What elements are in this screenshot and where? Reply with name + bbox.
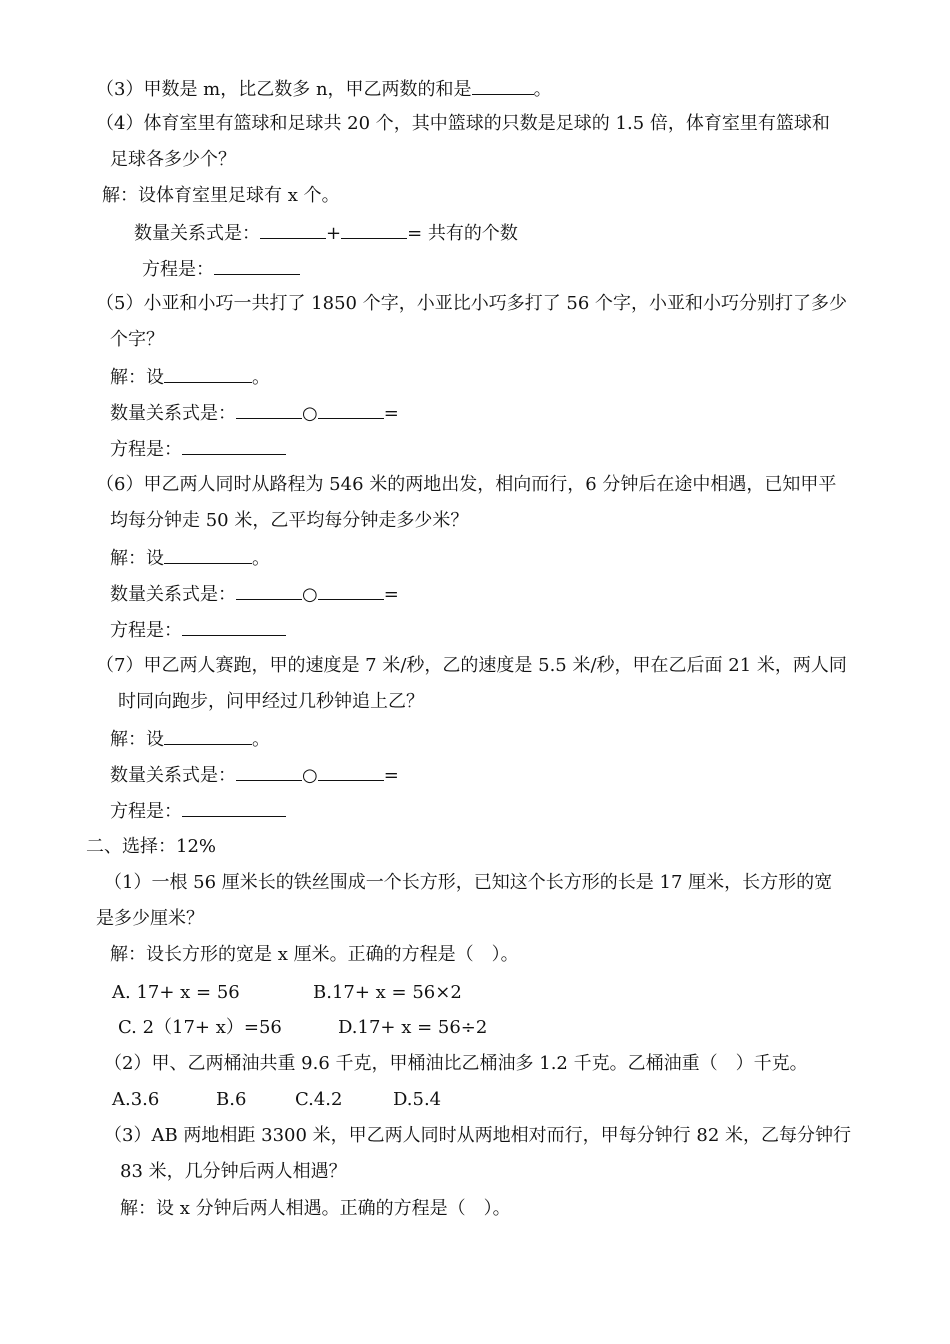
q7-solve-label: 解：设 — [110, 729, 164, 750]
section2-heading: 二、选择：12% — [86, 836, 217, 857]
q6-circle: ○ — [302, 584, 318, 605]
q3-end: 。 — [533, 79, 552, 100]
q6-line-2: 均每分钟走 50 米，乙平均每分钟走多少米？ — [110, 510, 469, 531]
c3-line-2: 83 米，几分钟后两人相遇？ — [120, 1161, 347, 1182]
q5-line-1: （5）小亚和小巧一共打了 1850 个字，小亚比小巧多打了 56 个字，小亚和小巧分别打了多少 — [96, 293, 848, 314]
q7-relation-blank-2[interactable] — [318, 762, 384, 781]
q6-relation — [110, 581, 399, 607]
c2-option-c[interactable]: C.4.2 — [295, 1089, 343, 1110]
c2-option-d[interactable]: D.5.4 — [393, 1089, 442, 1110]
q4-relation — [134, 220, 518, 246]
q4-relation-label: 数量关系式是： — [134, 223, 260, 244]
q4-relation-blank-2[interactable] — [341, 220, 407, 239]
c2-option-a[interactable]: A.3.6 — [112, 1089, 160, 1110]
q7-solve — [110, 726, 270, 752]
c3-line-1: （3）AB 两地相距 3300 米，甲乙两人同时从两地相对而行，甲每分钟行 82 米，乙每分钟行 — [104, 1125, 851, 1146]
q4-relation-blank-1[interactable] — [260, 220, 326, 239]
q5-line-2: 个字？ — [110, 329, 164, 350]
q5-equals: = — [383, 403, 399, 424]
q4-plus: + — [326, 223, 342, 244]
q3-text: （3）甲数是 m，比乙数多 n，甲乙两数的和是 — [96, 79, 472, 100]
q7-equation — [110, 798, 286, 824]
c1-option-b[interactable]: B.17+ x = 56×2 — [313, 982, 462, 1003]
c1-solve: 解：设长方形的宽是 x 厘米。正确的方程是（ ）。 — [110, 944, 519, 965]
q7-relation-blank-1[interactable] — [236, 762, 302, 781]
q6-equals: = — [383, 584, 399, 605]
q4-equation-label: 方程是： — [142, 259, 214, 280]
q5-relation-blank-2[interactable] — [318, 400, 384, 419]
q6-line-1: （6）甲乙两人同时从路程为 546 米的两地出发，相向而行，6 分钟后在途中相遇，已知甲平 — [96, 474, 837, 495]
q6-relation-label: 数量关系式是： — [110, 584, 236, 605]
c3-solve: 解：设 x 分钟后两人相遇。正确的方程是（ ）。 — [120, 1198, 511, 1219]
q5-equation — [110, 436, 286, 462]
q5-solve-label: 解：设 — [110, 367, 164, 388]
c2-line-1: （2）甲、乙两桶油共重 9.6 千克，甲桶油比乙桶油多 1.2 千克。乙桶油重（ ）千克。 — [104, 1053, 808, 1074]
q7-line-2: 时同向跑步，问甲经过几秒钟追上乙？ — [118, 691, 424, 712]
q5-circle: ○ — [302, 403, 318, 424]
q5-relation — [110, 400, 399, 426]
q6-solve-blank[interactable] — [164, 545, 252, 564]
c1-option-c[interactable]: C. 2（17+ x）=56 — [118, 1017, 282, 1038]
q4-line-1: （4）体育室里有篮球和足球共 20 个，其中篮球的只数是足球的 1.5 倍，体育室里有篮球和 — [96, 113, 830, 134]
c1-line-1: （1）一根 56 厘米长的铁丝围成一个长方形，已知这个长方形的长是 17 厘米，长方形的宽 — [104, 872, 833, 893]
c1-line-2: 是多少厘米？ — [96, 908, 204, 929]
q5-solve-blank[interactable] — [164, 364, 252, 383]
q6-solve-end: 。 — [252, 548, 270, 569]
q5-equation-label: 方程是： — [110, 439, 182, 460]
q7-equals: = — [383, 765, 399, 786]
q5-relation-label: 数量关系式是： — [110, 403, 236, 424]
q6-relation-blank-1[interactable] — [236, 581, 302, 600]
q7-circle: ○ — [302, 765, 318, 786]
q7-solve-blank[interactable] — [164, 726, 252, 745]
q3-line — [96, 76, 552, 102]
q6-solve — [110, 545, 270, 571]
q5-solve-end: 。 — [252, 367, 270, 388]
c2-option-b[interactable]: B.6 — [216, 1089, 247, 1110]
q7-relation-label: 数量关系式是： — [110, 765, 236, 786]
q4-relation-end: = 共有的个数 — [407, 223, 518, 244]
q4-equation-blank[interactable] — [214, 256, 300, 275]
q5-solve — [110, 364, 270, 390]
q5-equation-blank[interactable] — [182, 436, 286, 455]
q6-relation-blank-2[interactable] — [318, 581, 384, 600]
q4-solve: 解：设体育室里足球有 x 个。 — [102, 185, 340, 206]
q6-equation-blank[interactable] — [182, 617, 286, 636]
q6-equation — [110, 617, 286, 643]
q6-solve-label: 解：设 — [110, 548, 164, 569]
q3-answer-blank[interactable] — [472, 76, 534, 95]
c1-option-a[interactable]: A. 17+ x = 56 — [112, 982, 240, 1003]
q7-equation-blank[interactable] — [182, 798, 286, 817]
q7-line-1: （7）甲乙两人赛跑，甲的速度是 7 米/秒，乙的速度是 5.5 米/秒，甲在乙后面 21 米，两人同 — [96, 655, 847, 676]
q6-equation-label: 方程是： — [110, 620, 182, 641]
q4-line-2: 足球各多少个？ — [110, 149, 236, 170]
q5-relation-blank-1[interactable] — [236, 400, 302, 419]
c1-option-d[interactable]: D.17+ x = 56÷2 — [338, 1017, 488, 1038]
q4-equation — [142, 256, 300, 282]
q7-solve-end: 。 — [252, 729, 270, 750]
q7-relation — [110, 762, 399, 788]
q7-equation-label: 方程是： — [110, 801, 182, 822]
